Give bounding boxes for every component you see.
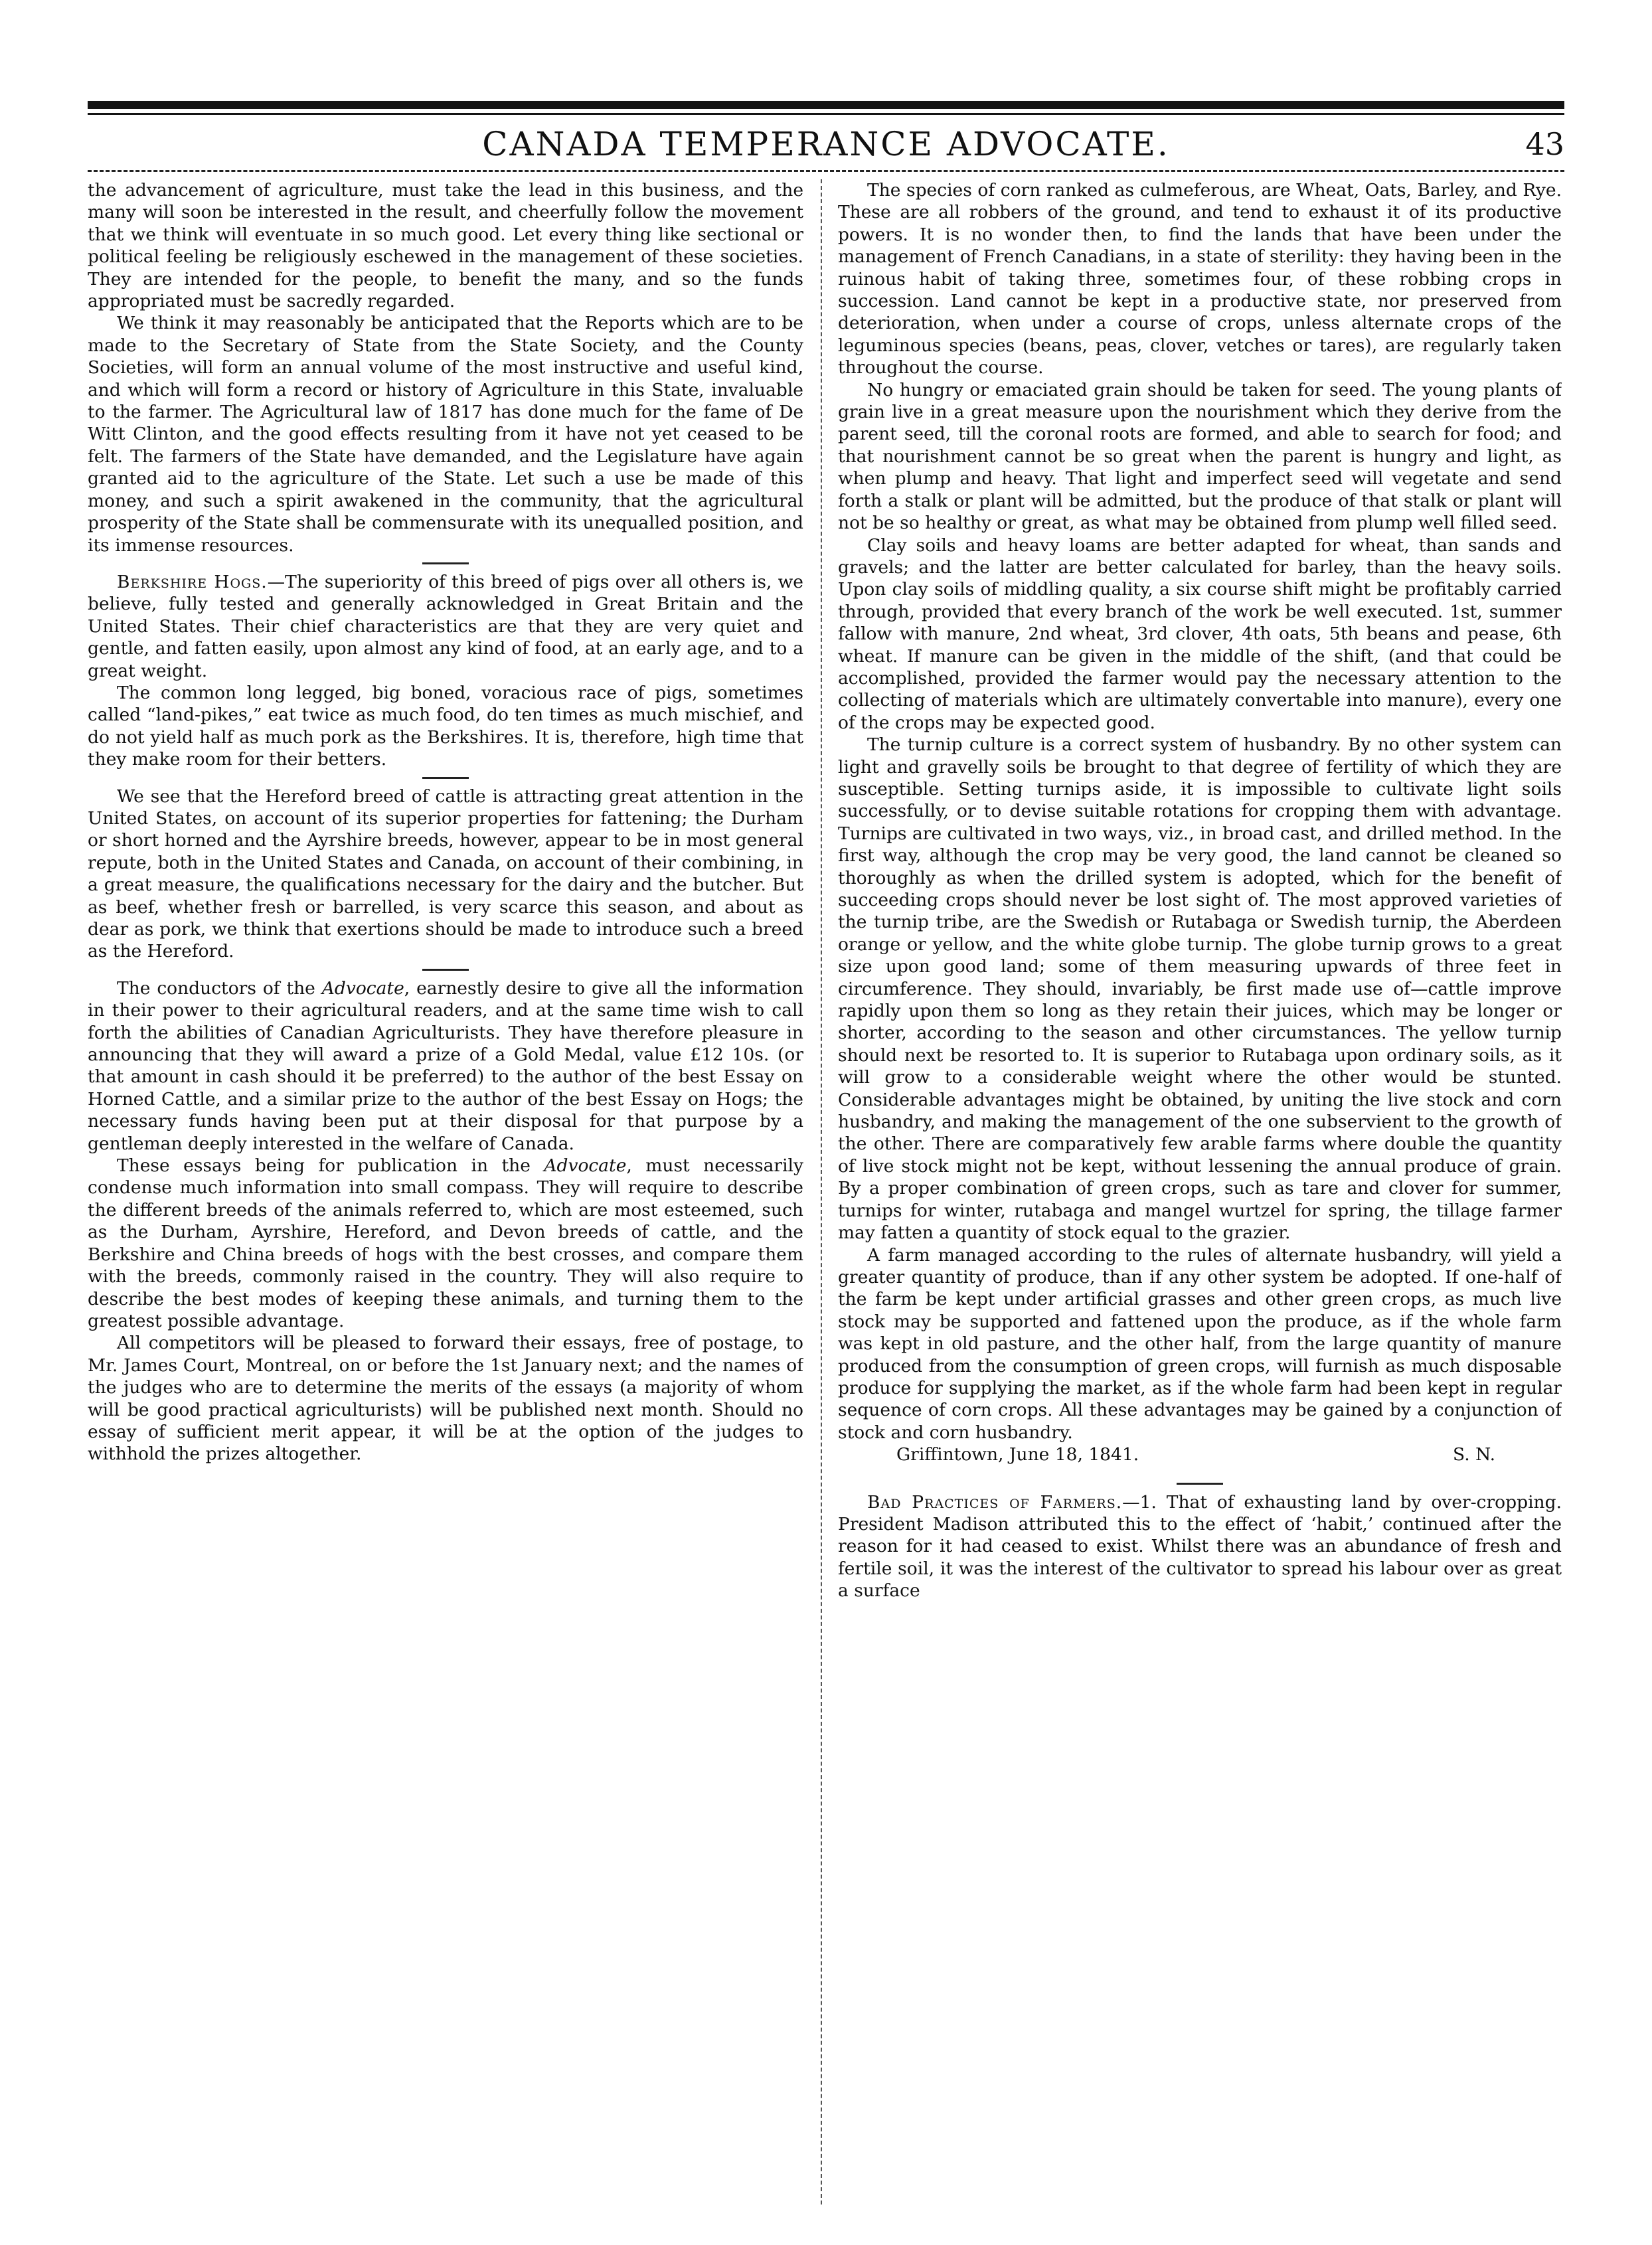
prize-text-a: The conductors of the	[117, 977, 322, 999]
signoff-initials: S. N.	[1453, 1444, 1495, 1465]
essays-text-b: , must necessarily condense much information into small compass. They will require to describe the different breeds of the animals referred to, which are most esteemed, such as the Durham, Ayrshire, Hereford, and Devon breeds of cattle, and the Berkshire and China breeds of hogs with the best crosses, and compare them with the breeds, commonly raised in the country. They will also require to describe the best modes of keeping these animals, and turning them to the greatest possible advantage.	[88, 1155, 803, 1331]
turnip-culture-paragraph: The turnip culture is a correct system of husbandry. By no other system can light and gravelly soils be brought to that degree of fertility of which they are susceptible. Setting turnips aside, it is impossible to cultivate light soils successfully, or to devise suitable rotations for cropping them with advantage. Turnips are cultivated in two ways, viz., in broad cast, and drilled method. In the first way, although the crop may be very good, the land cannot be cleaned so thoroughly as when the drilled system is adopted, which for the benefit of succeeding crops should never be lost sight of. The most approved varieties of the turnip tribe, are the Swedish or Rutabaga or Swedish turnip, the Aberdeen orange or yellow, and the white globe turnip. The globe turnip grows to a great size upon good land; some of them measuring upwards of three feet in circumference. They should, invariably, be first made use of—cattle improve rapidly upon them so long as they retain their juices, which may be longer or shorter, according to the season and other circumstances. The yellow turnip should next be resorted to. It is superior to Rutabaga upon ordinary soils, as it will grow to a considerable weight where the other would be stunted. Considerable advantages might be obtained, by uniting the live stock and corn husbandry, and making the management of the one subservient to the growth of the other. There are comparatively few arable farms where double the quantity of live stock might not be kept, without lessening the annual produce of grain. By a proper combination of green crops, such as tare and clover for summer, turnips for winter, rutabaga and mangel wurtzel for spring, the tillage farmer may fatten a quantity of stock equal to the grazier.	[838, 734, 1562, 1244]
section-separator	[422, 777, 469, 779]
section-separator	[422, 969, 469, 971]
essays-paragraph	[88, 1155, 803, 1332]
header-rule-dashed	[88, 170, 1564, 172]
signoff-place-date: Griffintown, June 18, 1841.	[896, 1444, 1139, 1465]
clay-soils-paragraph: Clay soils and heavy loams are better adapted for wheat, than sands and gravels; and the latter are better calculated for barley, than the heavy soils. Upon clay soils of middling quality, a six course shift might be profitably carried through, provided that every branch of the work be well executed. 1st, summer fallow with manure, 2nd wheat, 3rd clover, 4th oats, 5th beans and pease, 6th wheat. If manure can be given in the middle of the shift, (and that could be accomplished, provided the farmer would pay the necessary attention to the collecting of materials which are ultimately convertable into manure), every one of the crops may be expected good.	[838, 535, 1562, 733]
agriculture-paragraph-2: We think it may reasonably be anticipated that the Reports which are to be made to the Secretary of State from the State Society, and the County Societies, will form an annual volume of the most instructive and useful kind, and which will form a record or history of Agriculture in this State, invaluable to the farmer. The Agricultural law of 1817 has done much for the fame of De Witt Clinton, and the good effects resulting from it have not yet ceased to be felt. The farmers of the State have demanded, and the Legislature have again granted aid to the agriculture of the State. Let such a use be made of this money, and such a spirit awakened in the community, that the agricultural prosperity of the State shall be commensurate with its unequalled position, and its immense resources.	[88, 313, 803, 556]
hereford-paragraph: We see that the Hereford breed of cattle is attracting great attention in the United States, on account of its superior properties for fattening; the Durham or short horned and the Ayrshire breeds, however, appear to be in most general repute, both in the United States and Canada, on account of their combining, in a great measure, the qualifications necessary for the dairy and the butcher. But as beef, whether fresh or barrelled, is very scarce this season, and about as dear as pork, we think that exertions should be made to introduce such a breed as the Hereford.	[88, 786, 803, 962]
signoff-line	[838, 1444, 1562, 1465]
page-number: 43	[1525, 126, 1564, 162]
column-divider	[821, 179, 822, 2204]
header-rule-thick	[88, 101, 1564, 109]
berkshire-hogs-heading: Berkshire Hogs.	[117, 571, 268, 592]
corn-species-paragraph: The species of corn ranked as culmeferous, are Wheat, Oats, Barley, and Rye. These are all robbers of the ground, and tend to exhaust it of its productive powers. It is no wonder then, to find the lands that have been under the management of French Canadians, in a state of sterility: they having been in the ruinous habit of taking three, sometimes four, of these robbing crops in succession. Land cannot be kept in a productive state, nor preserved from deterioration, when under a course of crops, unless alternate crops of the leguminous species (beans, peas, clover, vetches or tares), are regularly taken throughout the course.	[838, 180, 1562, 378]
running-head	[88, 124, 1564, 165]
bad-practices-paragraph	[838, 1491, 1562, 1602]
berkshire-hogs-paragraph	[88, 571, 803, 682]
alternate-husbandry-paragraph: A farm managed according to the rules of alternate husbandry, will yield a greater quantity of produce, than if any other system be adopted. If one-half of the farm be kept under artificial grasses and other green crops, as much live stock may be supported and fattened upon the produce, as if the whole farm was kept in old pasture, and the other half, from the large quantity of manure produced from the consumption of green crops, will furnish as much disposable produce for supplying the market, as if the whole farm had been kept in regular sequence of corn crops. All these advantages may be gained by a conjunction of stock and corn husbandry.	[838, 1244, 1562, 1443]
bad-practices-heading: Bad Practices of Farmers.	[867, 1491, 1123, 1513]
masthead-title: CANADA TEMPERANCE ADVOCATE.	[482, 125, 1170, 163]
essays-text-a: These essays being for publication in the	[117, 1155, 544, 1177]
header-rule-thin	[88, 113, 1564, 115]
left-column	[88, 179, 803, 2211]
bad-practices-text: —1. That of exhausting land by over-cropping. President Madison attributed this to the effect of ‘habit,’ continued after the reason for it had ceased to exist. Whilst there was an abundance of fresh and fertile soil, it was the interest of the cultivator to spread his labour over as great a surface	[838, 1491, 1562, 1602]
agriculture-paragraph-1: the advancement of agriculture, must take the lead in this business, and the many will soon be interested in the result, and cheerfully follow the movement that we think will eventuate in so much good. Let every thing like sectional or political feeling be religiously eschewed in the management of these societies. They are intended for the people, to benefit the many, and so the funds appropriated must be sacredly regarded.	[88, 180, 803, 312]
section-separator	[1177, 1483, 1223, 1485]
advocate-title: Advocate	[321, 977, 404, 999]
advocate-title: Advocate	[544, 1155, 627, 1177]
seed-paragraph: No hungry or emaciated grain should be taken for seed. The young plants of grain live in a great measure upon the nourishment which they derive from the parent seed, till the coronal roots are formed, and able to search for food; and that nourishment cannot be so great when the parent is hungry and light, as when plump and heavy. That light and imperfect seed will vegetate and send forth a stalk or plant will be admitted, but the produce of that stalk or plant will not be so healthy or great, as what may be obtained from plump well filled seed.	[838, 379, 1562, 534]
right-column	[838, 179, 1562, 2211]
prize-text-b: , earnestly desire to give all the information in their power to their agricultural readers, and at the same time wish to call forth the abilities of Canadian Agriculturists. They have therefore pleasure in announcing that they will award a prize of a Gold Medal, value £12 10s. (or that amount in cash should it be preferred) to the author of the best Essay on Horned Cattle, and a similar prize to the author of the best Essay on Hogs; the necessary funds having been put at their disposal for that purpose by a gentleman deeply interested in the welfare of Canada.	[88, 977, 803, 1154]
berkshire-hogs-text: —The superiority of this breed of pigs over all others is, we believe, fully tested and generally acknowledged in Great Britain and the United States. Their chief characteristics are that they are very quiet and gentle, and fatten easily, upon almost any kind of food, at an early age, and to a great weight.	[88, 571, 803, 681]
competitors-paragraph: All competitors will be pleased to forward their essays, free of postage, to Mr. James Court, Montreal, on or before the 1st January next; and the names of the judges who are to determine the merits of the essays (a majority of whom will be good practical agriculturists) will be published next month. Should no essay of sufficient merit appear, it will be at the option of the judges to withhold the prizes altogether.	[88, 1333, 803, 1465]
prize-announcement-paragraph	[88, 977, 803, 1155]
berkshire-hogs-paragraph-2: The common long legged, big boned, voracious race of pigs, sometimes called “land-pikes,” eat twice as much food, do ten times as much mischief, and do not yield half as much pork as the Berkshires. It is, therefore, high time that they make room for their betters.	[88, 682, 803, 770]
section-separator	[422, 562, 469, 564]
